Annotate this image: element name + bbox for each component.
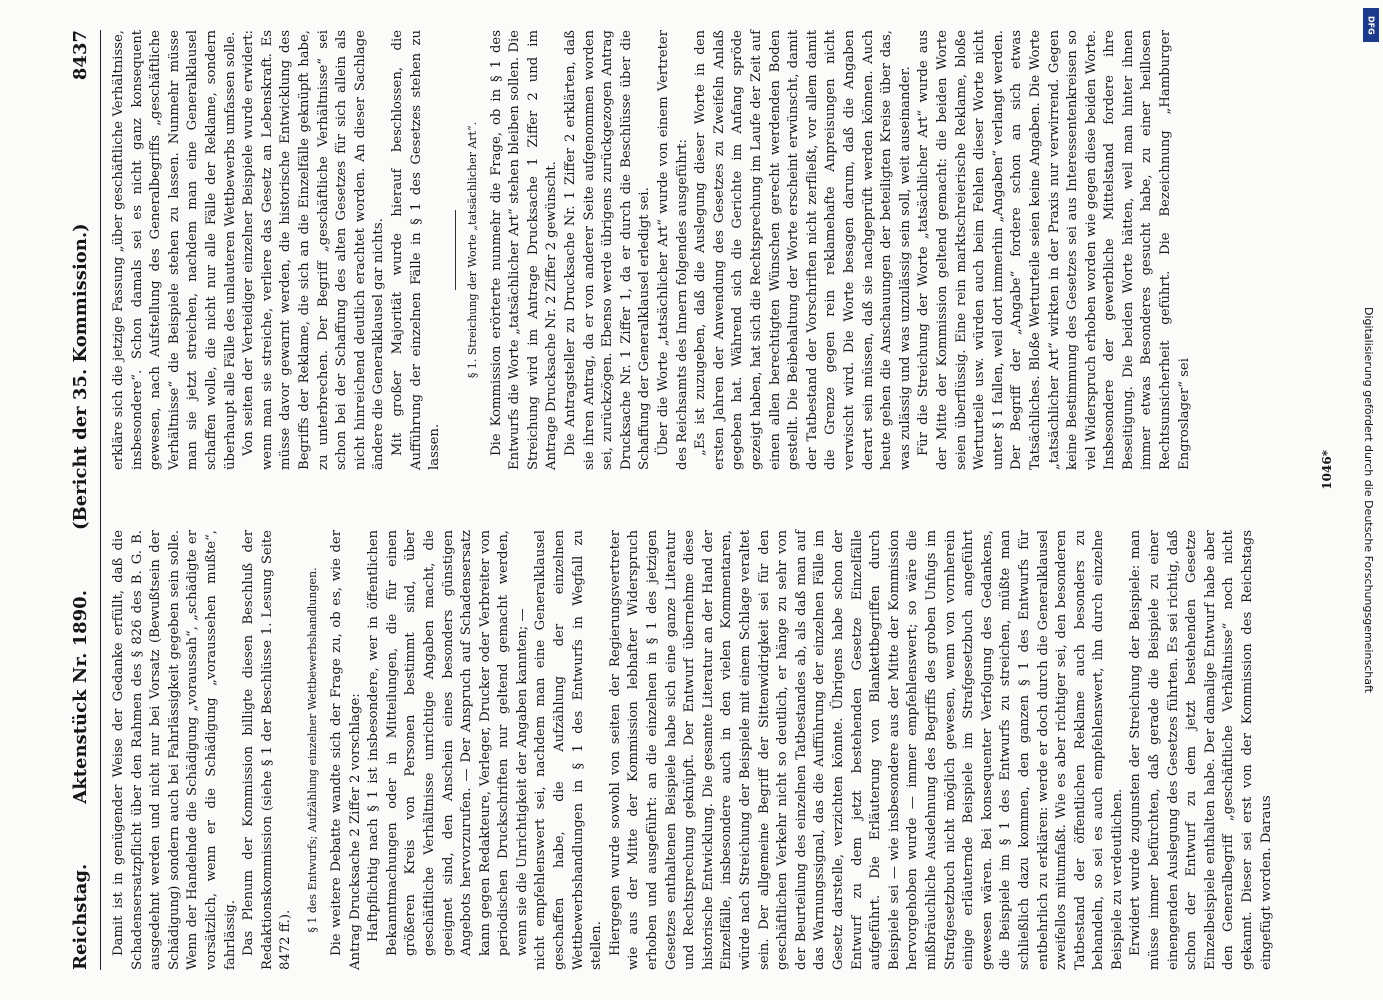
paragraph: Über die Worte „tatsächlicher Art“ wurde von einem Vertreter des Reichsamts des Innern folgendes ausgeführt: xyxy=(656,30,690,470)
paragraph: Hiergegen wurde sowohl von seiten der Regierungsvertreter wie aus der Mitte der Kommission lebhafter Widerspruch erhoben und ausgeführt: an die einzelnen in § 1 des jetzigen Gesetzes enthaltenen Beispiele habe sich eine ganze Literatur und Rechtsprechung geknüpft. Der Entwurf übernehme diese historische Entwicklung. Die gesamte Literatur an der Hand der Einzelfälle, insbesondere auch in den vielen Kommentaren, würde nach Streichung der Beispiele mit einem Schlage veraltet sein. Der allgemeine Begriff der Sittenwidrigkeit sei für den geschäftlichen Verkehr nicht so deutlich, er hänge zu sehr von der Beurteilung des einzelnen Tatbestandes ab, als daß man auf das Warnungssignal, das die Aufführung der einzelnen Fälle im Gesetz darstelle, verzichten könnte. Übrigens habe schon der Entwurf zu dem jetzt bestehenden Gesetze Einzelfälle aufgeführt. Die Erläuterung von Blankettbegriffen durch Beispiele sei — wie insbesondere aus der Mitte der Kommission hervorgehoben wurde — immer empfehlenswert; so wäre die mißbräuchliche Ausdehnung des Begriffs des groben Unfugs im Strafgesetzbuch nicht möglich gewesen, wenn von vornherein einige erläuternde Beispiele im Strafgesetzbuch angeführt gewesen wären. Bei konsequenter Verfolgung des Gedankens, die Beispiele im § 1 des Entwurfs zu streichen, müßte man schließlich dazu kommen, den ganzen § 1 des Entwurfs für entbehrlich zu erklären: werde er doch durch die Generalklausel zweifellos mitumfaßt. Wie es aber richtiger sei, den besonderen Tatbestand der öffentlichen Reklame auch besonders zu behandeln, so sei es auch empfehlenswert, ihn durch einzelne Beispiele zu verdeutlichen. xyxy=(607,530,1125,970)
paragraph: Damit ist in genügender Weise der Gedanke erfüllt, daß die Schadensersatzpflicht über den Rahmen des § 826 des B. G. B. ausgedehnt werden und nicht nur bei Vorsatz (Bewußtsein der Schädigung) sondern auch bei Fahrlässigkeit gegeben sein solle. Wenn der Handelnde die Schädigung „voraussah“, „schädigte er vorsätzlich, wenn er die Schädigung „voraussehen mußte“, fahrlässig. xyxy=(111,530,238,970)
section-heading: § 1 des Entwurfs; Aufzählung einzelner Wettbewerbshandlungen. xyxy=(305,567,319,933)
header-parliament: Reichstag. xyxy=(69,863,91,970)
right-column xyxy=(110,30,1300,470)
rotated-document-page xyxy=(60,30,1334,970)
header-document-title: Aktenstück Nr. 1890. xyxy=(69,590,91,804)
dfg-logo-icon: DFG xyxy=(1363,8,1379,42)
header-report-title: (Bericht der 35. Kommission.) xyxy=(69,223,91,531)
paragraph: Die Kommission erörterte nunmehr die Frage, ob in § 1 des Entwurfs die Worte „tatsächlicher Art“ stehen bleiben sollen. Die Streichung wird im Antrage Drucksache 1 Ziffer 2 und im Antrage Drucksache Nr. 2 Ziffer 2 gewünscht. xyxy=(488,30,560,470)
paragraph: Das Plenum der Kommission billigte diesen Beschluß der Redaktionskommission (siehe § 1 der Beschlüsse 1. Lesung Seite 8472 ff.). xyxy=(241,530,294,970)
paragraph: Erwidert wurde zugunsten der Streichung der Beispiele: man müsse immer befürchten, daß gerade die Beispiele zu einer einengenden Auslegung des Gesetzes führten. Es sei richtig, daß schon der Entwurf zu dem jetzt bestehenden Gesetze Einzelbeispiele enthalten habe. Der damalige Entwurf habe aber den Generalbegriff „geschäftliche Verhältnisse“ noch nicht gekannt. Dieser sei erst von der Kommission des Reichstags eingefügt worden. Daraus xyxy=(1128,530,1274,970)
paragraph: nicht empfehlenswert sei, nachdem man eine Generalklausel geschaffen habe, die Aufzählung der einzelnen Wettbewerbshandlungen in § 1 des Entwurfs in Wegfall zu stellen. xyxy=(533,530,605,970)
paragraph: Die Antragsteller zu Drucksache Nr. 1 Ziffer 2 erklärten, daß sie ihren Antrag, da er von anderer Seite aufgenommen worden sei, zurückzögen. Ebenso werde übrigens zurückgezogen Antrag Drucksache Nr. 1 Ziffer 1, da er durch die Beschlüsse über die Schaffung der Generalklausel erledigt sei. xyxy=(563,30,653,470)
paragraph: Für die Streichung der Worte „tatsächlicher Art“ wurde aus der Mitte der Kommission geltend gemacht: die beiden Worte seien überflüssig. Eine rein marktschreierische Reklame, bloße Werturteile usw. würden auch beim Fehlen dieser Worte nicht unter § 1 fallen, weil dort immerhin „Angaben“ verlangt werden. Der Begriff der „Angabe“ fordere schon an sich etwas Tatsächliches. Bloße Werturteile seien keine Angaben. Die Worte „tatsächlicher Art“ wirkten in der Praxis nur verwirrend. Gegen keine Bestimmung des Gesetzes sei aus Interessentenkreisen so viel Widerspruch erhoben worden wie gegen diese beiden Worte. Insbesondere der gewerbliche Mittelstand fordere ihre Beseitigung. Die beiden Worte hätten, weil man hinter ihnen immer etwas Besonderes gesucht habe, zu einer heillosen Rechtsunsicherheit geführt. Die Bezeichnung „Hamburger Engroslager“ sei xyxy=(916,30,1192,470)
text-columns xyxy=(110,30,1300,970)
quoted-statement: „Es ist zuzugeben, daß die Auslegung dieser Worte in den ersten Jahren der Anwendung des Gesetzes zu Zweifeln Anlaß gegeben hat. Während sich die Gerichte im Anfang spröde gezeigt haben, hat sich die Rechtsprechung im Laufe der Zeit auf einen allen berechtigten Wünschen gerecht werdenden Boden gestellt. Die Beibehaltung der Worte erscheint erwünscht, damit der Tatbestand der Vorschriften nicht zerfließt, vor allem damit die Grenze gegen rein reklamehafte Anpreisungen nicht verwischt wird. Die Worte besagen darum, daß die Angaben derart sein müssen, daß sie nachgeprüft werden können. Auch heute gehen die Anschauungen der beteiligten Kreise über das, was zulässig und was unzulässig sein soll, weit auseinander. xyxy=(693,30,913,470)
paragraph: Die weitere Debatte wandte sich der Frage zu, ob es, wie der Antrag Drucksache 2 Ziffer 2 vorschlage: xyxy=(328,530,363,970)
page-header xyxy=(60,30,101,970)
sheet-number: 1046* xyxy=(1320,450,1334,490)
paragraph: Von seiten der Verteidiger einzelner Beispiele wurde erwidert: wenn man sie streiche, verliere das Gesetz an Lebenskraft. Es müsse davor gewarnt werden, die historische Entwicklung des Begriffs der Reklame, die sich an die Einzelfälle geknüpft habe, zu unterbrechen. Der Begriff „geschäftliche Verhältnisse“ sei schon bei der Schaffung des alten Gesetzes für sich allein als nicht hinreichend deutlich erachtet worden. An dieser Sachlage ändere die Generalklausel gar nichts. xyxy=(241,30,387,470)
quoted-proposal: Haftpflichtig nach § 1 ist insbesondere, wer in öffentlichen Bekanntmachungen oder in Mitteilungen, die für einen größeren Kreis von Personen bestimmt sind, über geschäftliche Verhältnisse unrichtige Angaben macht, die geeignet sind, den Anschein eines besonders günstigen Angebots hervorzurufen. — Der Anspruch auf Schadensersatz kann gegen Redakteure, Verleger, Drucker oder Verbreiter von periodischen Druckschriften nur geltend gemacht werden, wenn sie die Unrichtigkeit der Angaben kannten; — xyxy=(366,530,530,956)
section-divider xyxy=(455,210,456,290)
paragraph: erkläre sich die jetzige Fassung „über geschäftliche Verhältnisse, insbesondere“. Schon damals sei es nicht ganz konsequent gewesen, nach Aufstellung des Generalbegriffs „geschäftliche Verhältnisse“ die Beispiele stehen zu lassen. Nunmehr müsse man sie jetzt streichen, nachdem man eine Generalklausel schaffen wolle, die nicht nur alle Fälle der Reklame, sondern überhaupt alle Fälle des unlauteren Wettbewerbs umfassen solle. xyxy=(111,30,238,470)
header-page-number: 8437 xyxy=(69,30,91,81)
header-left xyxy=(70,223,91,970)
digitization-note: Digitalisierung gefördert durch die Deutsche Forschungsgemeinschaft xyxy=(1362,307,1375,693)
section-heading: § 1. Streichung der Worte „tatsächlicher Art“. xyxy=(465,121,479,379)
left-column xyxy=(110,530,1300,970)
paragraph: Mit großer Majorität wurde hierauf beschlossen, die Aufführung der einzelnen Fälle in § 1 des Gesetzes stehen zu lassen. xyxy=(389,30,443,470)
